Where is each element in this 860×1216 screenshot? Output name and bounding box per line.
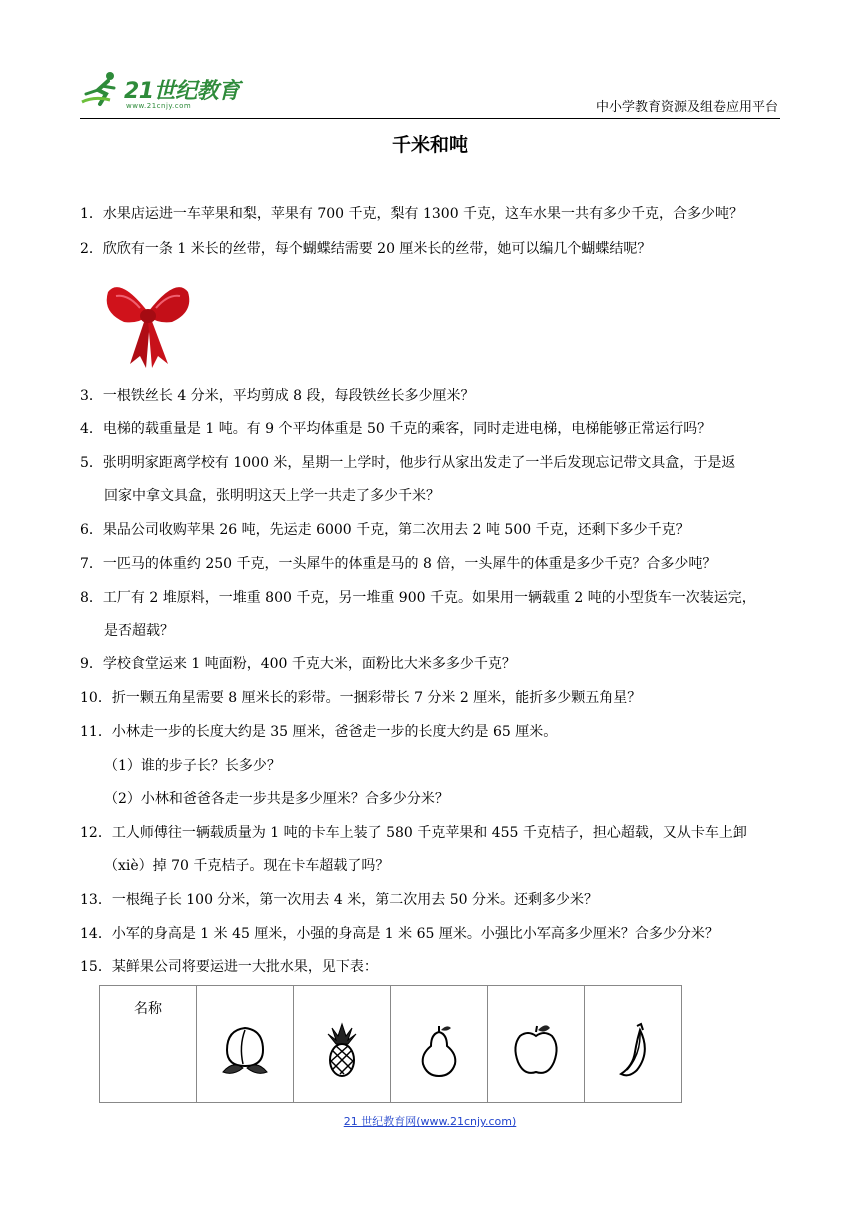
table-cell (391, 986, 488, 1103)
question-11-part-1: （1）谁的步子长？长多少？ (104, 758, 281, 774)
table-cell (585, 986, 682, 1103)
table-cell (294, 986, 391, 1103)
question-11: 11．小林走一步的长度大约是 35 厘米，爸爸走一步的长度大约是 65 厘米。 (80, 724, 558, 740)
table-cell (488, 986, 585, 1103)
footer-link[interactable]: 21 世纪教育网(www.21cnjy.com) (343, 1115, 517, 1128)
question-2: 2．欣欣有一条 1 米长的丝带，每个蝴蝶结需要 20 厘米长的丝带，她可以编几个蝴蝶结呢？ (80, 241, 652, 257)
question-12-line-2: （xiè）掉 70 千克桔子。现在卡车超载了吗？ (104, 858, 390, 874)
ribbon-bow-image (102, 272, 194, 368)
platform-name: 中小学教育资源及组卷应用平台 (595, 100, 778, 115)
logo-name: 21世纪教育 (124, 79, 240, 104)
question-3: 3．一根铁丝长 4 分米，平均剪成 8 段，每段铁丝长多少厘米？ (80, 388, 475, 404)
table-cell (197, 986, 294, 1103)
logo-url: www.21cnjy.com (126, 102, 192, 110)
pineapple-icon (316, 1022, 368, 1078)
question-8-line-1: 8．工厂有 2 堆原料，一堆重 800 千克，另一堆重 900 千克。如果用一辆载重 2 吨的小型货车一次装运完， (80, 590, 756, 606)
question-15: 15．某鲜果公司将要运进一大批水果，见下表： (80, 959, 378, 975)
apple-icon (510, 1022, 562, 1078)
peach-icon (219, 1022, 271, 1078)
question-5-line-2: 回家中拿文具盒，张明明这天上学一共走了多少千米？ (104, 488, 440, 504)
logo (80, 66, 250, 116)
banana-icon (607, 1022, 659, 1078)
question-6: 6．果品公司收购苹果 26 吨，先运走 6000 千克，第二次用去 2 吨 500 千克，还剩下多少千克？ (80, 522, 690, 538)
question-13: 13．一根绳子长 100 分米，第一次用去 4 米，第二次用去 50 分米。还剩多少米？ (80, 892, 598, 908)
question-5-line-1: 5．张明明家距离学校有 1000 米，星期一上学时，他步行从家出发走了一半后发现忘记带文具盒，于是返 (80, 455, 736, 471)
page-title: 千米和吨 (391, 134, 468, 156)
table-row (100, 986, 682, 1103)
question-10: 10．折一颗五角星需要 8 厘米长的彩带。一捆彩带长 7 分米 2 厘米，能折多少颗五角星？ (80, 690, 642, 706)
question-7: 7．一匹马的体重约 250 千克，一头犀牛的体重是马的 8 倍，一头犀牛的体重是多少千克？合多少吨？ (80, 556, 717, 572)
runner-icon (80, 70, 126, 110)
page-header (80, 66, 780, 119)
question-8-line-2: 是否超载？ (104, 623, 174, 639)
question-9: 9．学校食堂运来 1 吨面粉，400 千克大米，面粉比大米多多少千克？ (80, 656, 516, 672)
question-4: 4．电梯的载重量是 1 吨。有 9 个平均体重是 50 千克的乘客，同时走进电梯，电梯能够正常运行吗？ (80, 421, 712, 437)
question-14: 14．小军的身高是 1 米 45 厘米，小强的身高是 1 米 65 厘米。小强比小军高多少厘米？合多少分米？ (80, 926, 719, 942)
table-header-cell: 名称 (100, 986, 197, 1103)
question-11-part-2: （2）小林和爸爸各走一步共是多少厘米？合多少分米？ (104, 791, 449, 807)
question-12-line-1: 12．工人师傅往一辆载质量为 1 吨的卡车上装了 580 千克苹果和 455 千克桔子，担心超载，又从卡车上卸 (80, 825, 747, 841)
question-1: 1．水果店运进一车苹果和梨，苹果有 700 千克，梨有 1300 千克，这车水果一共有多少千克，合多少吨？ (80, 206, 744, 222)
pear-icon (413, 1022, 465, 1078)
fruit-table (99, 985, 682, 1103)
